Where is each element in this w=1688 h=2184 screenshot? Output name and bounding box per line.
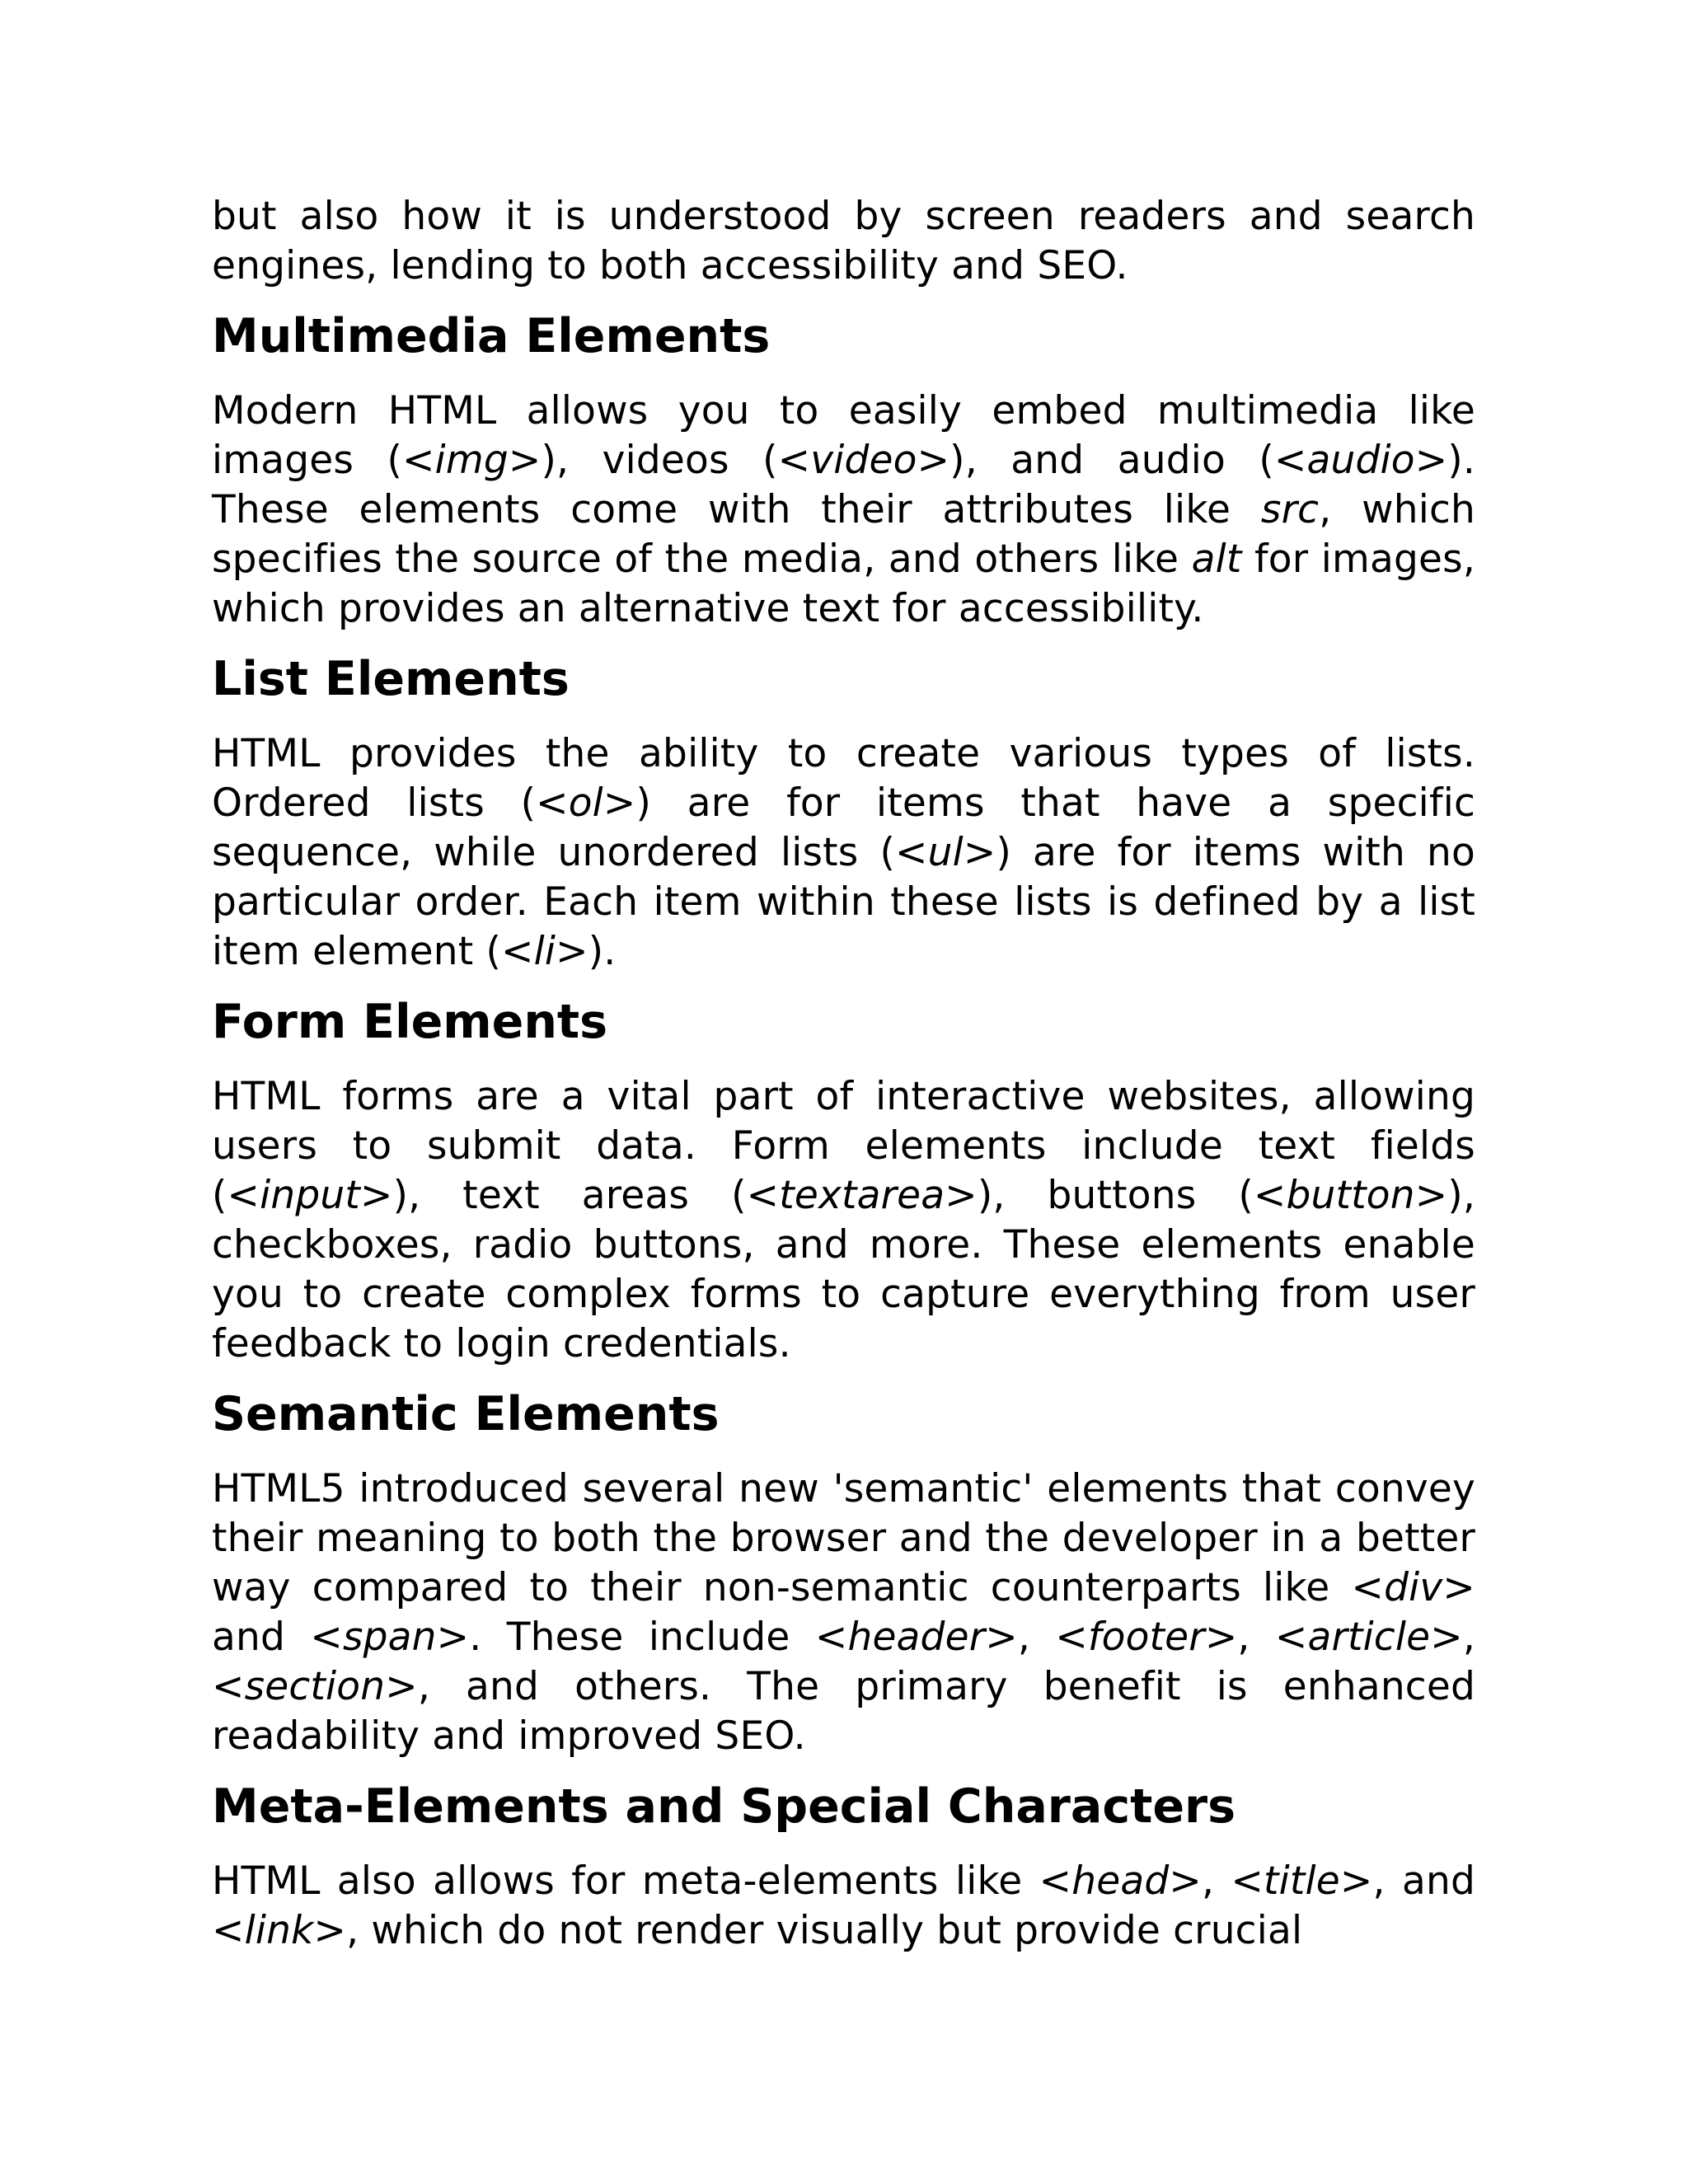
list-elements-paragraph: HTML provides the ability to create various types of lists. Ordered lists (<ol>) are for items that have a specific sequence, while unordered lists (<ul>) are for items with no particular order. Each item within these lists is defined by a list item element (<li>). [212, 731, 1475, 974]
multimedia-paragraph: Modern HTML allows you to easily embed multimedia like images (<img>), videos (<video>), and audio (<audio>). These elements come with their attributes like src, which specifies the source of the media, and others like alt for images, which provides an alternative text for accessibility. [212, 388, 1475, 631]
meta-elements-paragraph: HTML also allows for meta-elements like <head>, <title>, and <link>, which do not render visually but provide crucial [212, 1858, 1476, 1953]
semantic-elements-paragraph: HTML5 introduced several new 'semantic' elements that convey their meaning to both the browser and the developer in a better way compared to their non-semantic counterparts like <div> and <span>. These include <header>, <footer>, <article>, <section>, and others. The primary benefit is enhanced readability and improved SEO. [212, 1466, 1476, 1759]
heading-meta-elements: Meta-Elements and Special Characters [212, 1779, 1236, 1834]
intro-continuation-paragraph: but also how it is understood by screen readers and search engines, lending to both accessibility and SEO. [212, 194, 1475, 288]
heading-multimedia-elements: Multimedia Elements [212, 309, 771, 363]
document-page [212, 192, 1475, 1956]
heading-list-elements: List Elements [212, 652, 570, 706]
heading-semantic-elements: Semantic Elements [212, 1387, 720, 1441]
form-elements-paragraph: HTML forms are a vital part of interactive websites, allowing users to submit data. Form elements include text fields (<input>), text areas (<textarea>), buttons (<button>), checkboxes, radio buttons, and more. These elements enable you to create complex forms to capture everything from user feedback to login credentials. [212, 1074, 1475, 1366]
heading-form-elements: Form Elements [212, 995, 608, 1049]
